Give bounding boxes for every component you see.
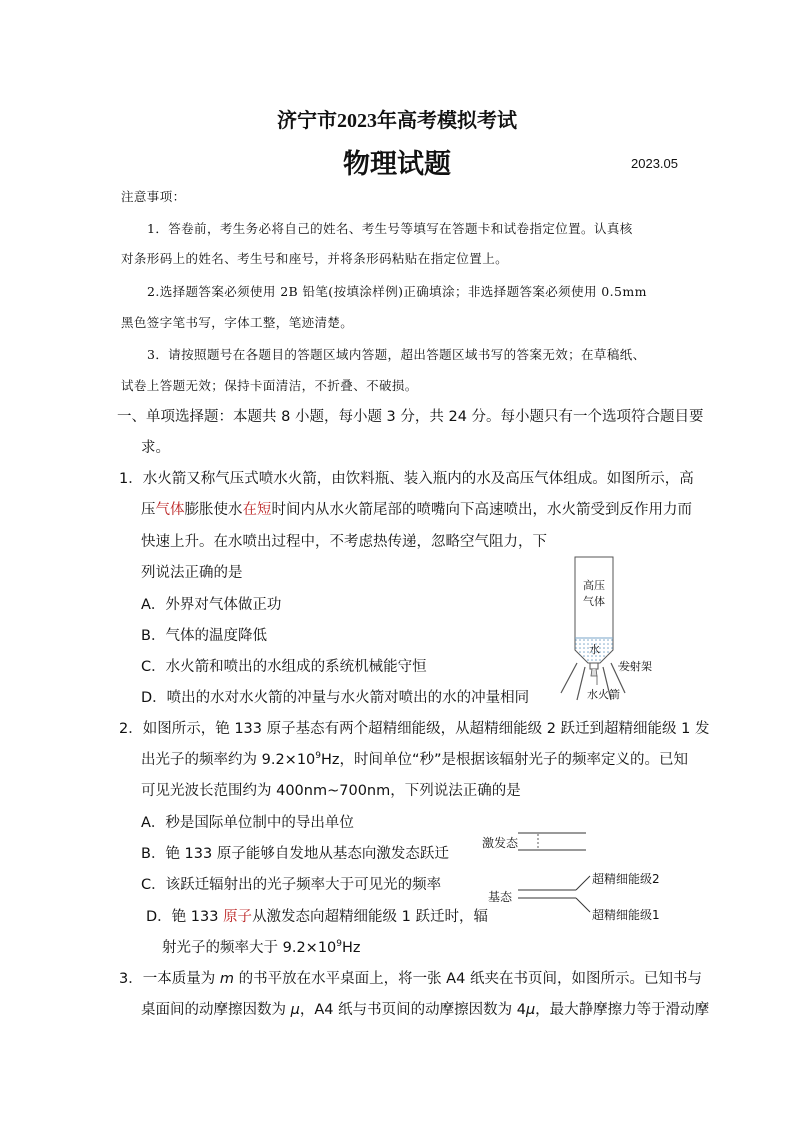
q2-option-a: A．秒是国际单位制中的导出单位	[141, 815, 354, 831]
ground-state-label: 基态	[488, 890, 513, 904]
q2-option-d-line-1: D．铯 133 原子从激发态向超精细能级 1 跃迁时，辐	[146, 909, 489, 925]
exam-date: 2023.05	[631, 156, 678, 171]
subject-title: 物理试题	[343, 149, 451, 180]
note-3-line-2: 试卷上答题无效；保持卡面清洁，不折叠、不破损。	[121, 378, 418, 393]
gas-label-line-1: 高压	[583, 579, 605, 592]
note-1-line-1: 1．答卷前，考生务必将自己的姓名、考生号等填写在答题卡和试卷指定位置。认真核	[147, 221, 633, 236]
q1-line-4: 列说法正确的是	[141, 565, 243, 581]
energy-level-figure	[480, 828, 700, 928]
q1-option-d: D．喷出的水对水火箭的冲量与水火箭对喷出的水的冲量相同	[141, 690, 530, 706]
hyperfine-level-1-label: 超精细能级1	[592, 908, 660, 922]
water-rocket-figure	[555, 555, 665, 715]
note-1-line-2: 对条形码上的姓名、考生号和座号，并将条形码粘贴在指定位置上。	[121, 251, 509, 266]
note-2-line-1: 2.选择题答案必须使用 2B 铅笔(按填涂样例)正确填涂；非选择题答案必须使用 0.5mm	[147, 284, 647, 299]
q1-option-c: C．水火箭和喷出的水组成的系统机械能守恒	[141, 659, 427, 675]
q3-line-1: 3．一本质量为 m 的书平放在水平桌面上，将一张 A4 纸夹在书页间，如图所示。已知书与	[119, 971, 702, 987]
excited-state-label: 激发态	[482, 836, 519, 850]
note-2-line-2: 黑色签字笔书写，字体工整，笔迹清楚。	[121, 315, 354, 330]
q3-line-2: 桌面间的动摩擦因数为 μ，A4 纸与书页间的动摩擦因数为 4μ，最大静摩擦力等于滑动摩	[141, 1002, 710, 1018]
q2-option-d-line-2: 射光子的频率大于 $9.2\times 10^9Hz$	[162, 939, 361, 956]
launcher-label: 发射架	[619, 660, 652, 673]
notes-heading: 注意事项：	[121, 189, 186, 204]
note-3-line-1: 3．请按照题号在各题目的答题区域内答题，超出答题区域书写的答案无效；在草稿纸、	[147, 347, 646, 362]
q1-line-3: 快速上升。在水喷出过程中，不考虑热传递，忽略空气阻力，下	[141, 534, 547, 550]
q2-option-c: C．该跃迁辐射出的光子频率大于可见光的频率	[141, 877, 442, 893]
q2-line-1: 2．如图所示，铯 133 原子基态有两个超精细能级，从超精细能级 2 跃迁到超精细能级 1 发	[119, 721, 710, 737]
section-heading-line-2: 求。	[141, 440, 170, 456]
gas-label-line-2: 气体	[583, 595, 605, 608]
q2-line-3: 可见光波长范围约为 400nm~700nm，下列说法正确的是	[141, 783, 521, 799]
rocket-label: 水火箭	[587, 688, 620, 701]
section-heading-line-1: 一、单项选择题：本题共 8 小题，每小题 3 分，共 24 分。每小题只有一个选项符合题目要	[117, 409, 704, 425]
q2-option-b: B．铯 133 原子能够自发地从基态向激发态跃迁	[141, 846, 449, 862]
q2-line-2: 出光子的频率约为 $9.2\times 10^9Hz$，时间单位“秒”是根据该辐射光子的频率定义的。已知	[141, 751, 689, 768]
hyperfine-level-2-label: 超精细能级2	[592, 872, 660, 886]
q1-option-b: B．气体的温度降低	[141, 628, 267, 644]
q1-line-1: 1．水火箭又称气压式喷水火箭，由饮料瓶、装入瓶内的水及高压气体组成。如图所示，高	[119, 471, 694, 487]
q1-line-2: 压气体膨胀使水在短时间内从水火箭尾部的喷嘴向下高速喷出，水火箭受到反作用力而	[141, 502, 692, 518]
exam-title: 济宁市2023年高考模拟考试	[277, 110, 517, 132]
water-label: 水	[589, 643, 600, 656]
q1-option-a: A．外界对气体做正功	[141, 597, 282, 613]
